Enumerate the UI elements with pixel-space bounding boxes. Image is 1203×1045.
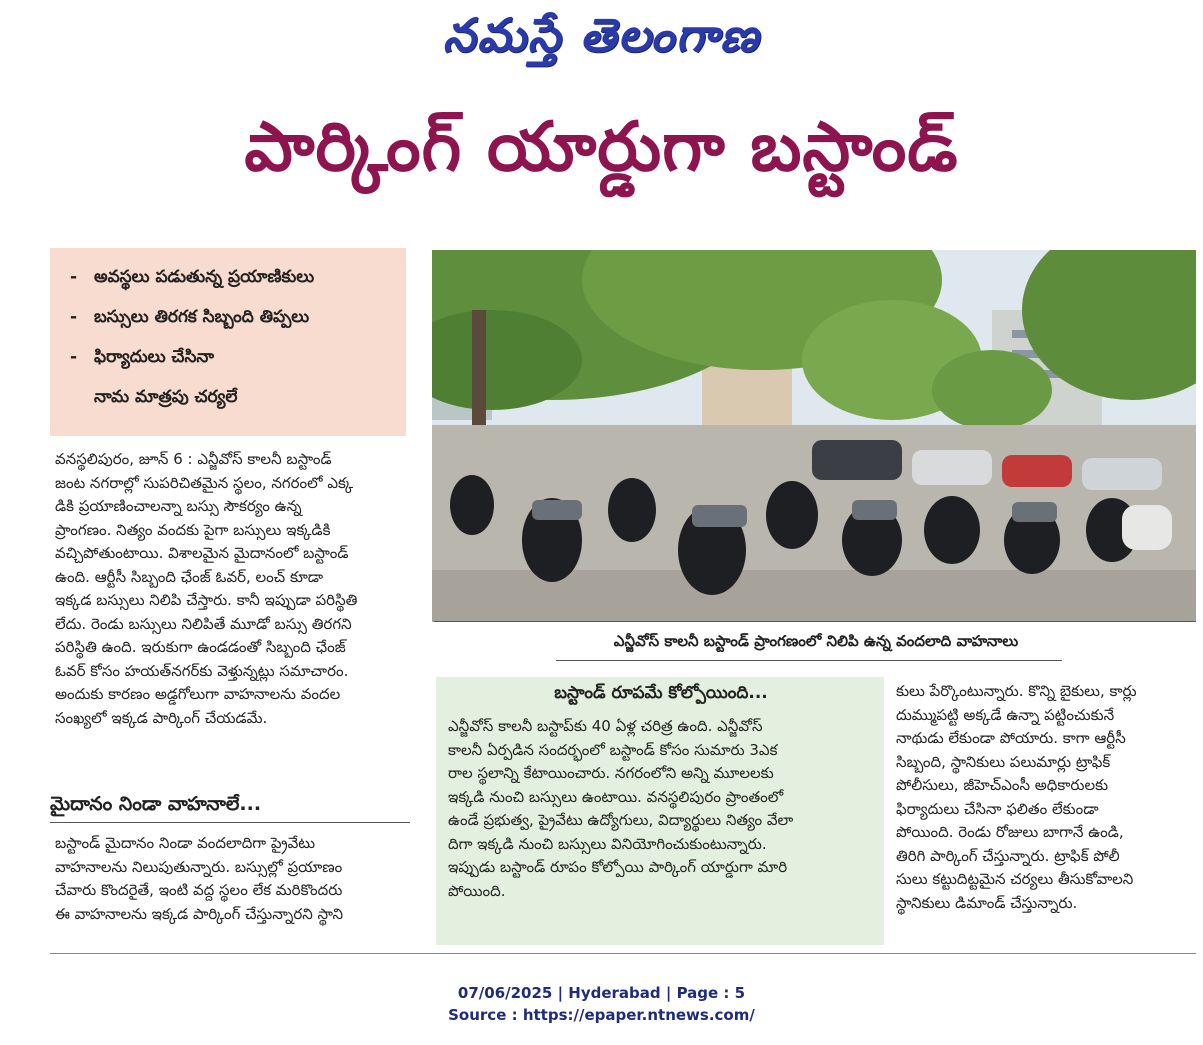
text-line: వనస్థలిపురం, జూన్ 6 : ఎన్జీవోస్ కాలనీ బస్టాండ్ xyxy=(55,450,332,468)
text-line: దిగా ఇక్కడి నుంచి బస్సులు వినియోగించుకుంటున్నారు. xyxy=(448,834,767,853)
highlight-item xyxy=(70,306,396,328)
news-photo-parked-vehicles xyxy=(432,250,1196,622)
text-line: అందుకు కారణం అడ్డగోలుగా వాహనాలను వందల xyxy=(55,685,341,703)
subheading-bus-stand: బస్టాండ్ రూపమే కోల్పోయింది... xyxy=(554,683,768,703)
highlight-text: ఫిర్యాదులు చేసినా xyxy=(94,347,215,367)
text-line: దుమ్ముపట్టి అక్కడే ఉన్నా పట్టించుకునే xyxy=(896,705,1115,724)
photo-caption: ఎన్జీవోస్ కాలనీ బస్టాండ్ ప్రాంగణంలో నిలిపి ఉన్న వందలాది వాహనాలు xyxy=(613,632,1019,650)
text-line: కులు పేర్కొంటున్నారు. కొన్ని బైకులు, కార్లు xyxy=(896,682,1137,700)
text-line: ప్రాంగణం. నిత్యం వందకు పైగా బస్సులు ఇక్కడికి xyxy=(55,520,331,539)
highlight-text: బస్సులు తిరగక సిబ్బంది తిప్పలు xyxy=(94,307,310,327)
text-line: ఇప్పుడు బస్టాండ్ రూపం కోల్పోయి పార్కింగ్ యార్డుగా మారి xyxy=(448,858,788,876)
text-line: ఉండే ప్రభుత్వ, ప్రైవేటు ఉద్యోగులు, విద్యార్థులు నిత్యం వేలా xyxy=(448,811,794,829)
text-line: చేవారు కొందరైతే, ఇంటి వద్ద స్థలం లేక మరికొందరు xyxy=(55,881,343,899)
text-line: బస్టాండ్ మైదానం నిండా వందలాదిగా ప్రైవేటు xyxy=(55,834,316,852)
text-line: ఇక్కడ బస్సులు నిలిపి చేస్తారు. కానీ ఇప్పుడా పరిస్థితి xyxy=(55,591,358,609)
highlight-dash: - xyxy=(70,267,78,287)
highlight-item xyxy=(70,266,396,288)
text-line: పోయింది. xyxy=(448,881,506,900)
text-line: లేదు. రెండు బస్సులు నిలిపితే మూడో బస్సు తిరగని xyxy=(55,614,352,633)
highlight-item xyxy=(70,346,396,368)
text-line: తిరిగి పార్కింగ్ చేస్తున్నారు. ట్రాఫిక్ పోలీ xyxy=(896,846,1120,865)
caption-rule xyxy=(556,660,1062,661)
article-column-2 xyxy=(448,715,874,903)
footer-source-line: Source : https://epaper.ntnews.com/ xyxy=(448,1006,755,1024)
highlight-dash: - xyxy=(70,347,78,367)
photo-bottom-rule xyxy=(434,621,1196,622)
text-line: జంట నగరాల్లో సుపరిచితమైన స్థలం, నగరంలో ఎక్క xyxy=(55,473,354,492)
text-line: రాల స్థలాన్ని కేటాయించారు. నగరంలోని అన్ని మూలలకు xyxy=(448,764,774,782)
text-line: ఎన్జీవోస్ కాలనీ బస్టాప్‌కు 40 ఏళ్ల చరిత్ర ఉంది. ఎన్జీవోస్ xyxy=(448,717,763,735)
text-line: పోయింది. రెండు రోజులు బాగానే ఉండి, xyxy=(896,823,1124,841)
text-line: ఈ వాహనాలను ఇక్కడ పార్కింగ్ చేస్తున్నారని స్థాని xyxy=(55,904,344,923)
newspaper-masthead: నమస్తే తెలంగాణ xyxy=(442,8,761,62)
text-line: సిబ్బంది, స్థానికులు పలుమార్లు ట్రాఫిక్ xyxy=(896,752,1111,771)
article-bottom-rule xyxy=(50,953,1196,954)
highlight-dash: - xyxy=(70,307,78,327)
highlight-item xyxy=(70,386,396,408)
article-column-1b xyxy=(55,832,411,926)
text-line: కాలనీ ఏర్పడిన సందర్భంలో బస్టాండ్ కోసం సుమారు 3ఎక xyxy=(448,740,778,759)
text-line: ఉంది. ఆర్టీసీ సిబ్బంది ఛేంజ్ ఓవర్, లంచ్ కూడా xyxy=(55,567,324,586)
text-line: వాహనాలను నిలుపుతున్నారు. బస్సుల్లో ప్రయాణం xyxy=(55,857,343,876)
text-line: డికి ప్రయాణించాలన్నా బస్సు సౌకర్యం ఉన్న xyxy=(55,497,302,515)
text-line: పోలీసులు, జీహెచ్ఎంసీ అధికారులకు xyxy=(896,776,1109,794)
text-line: ఫిర్యాదులు చేసినా ఫలితం లేకుండా xyxy=(896,799,1099,818)
text-line: స్థానికులు డిమాండ్ చేస్తున్నారు. xyxy=(896,893,1078,912)
photo-illustration xyxy=(432,250,1196,622)
subheading-rule xyxy=(50,822,410,823)
text-line: ఓవర్ కోసం హయత్‌నగర్‌కు వెళ్తున్నట్లు సమాచారం. xyxy=(55,661,349,680)
article-headline: పార్కింగ్ యార్డుగా బస్టాండ్ xyxy=(244,108,959,187)
highlight-text: అవస్థలు పడుతున్న ప్రయాణికులు xyxy=(94,267,315,287)
sidebar-box-bus-stand xyxy=(436,677,884,945)
subheading-vehicles: మైదానం నిండా వాహనాలే... xyxy=(50,793,262,815)
text-line: ఇక్కడి నుంచి బస్సులు ఉంటాయి. వనస్థలిపురం ప్రాంతంలో xyxy=(448,787,784,806)
text-line: సులు కట్టుదిట్టమైన చర్యలు తీసుకోవాలని xyxy=(896,870,1134,888)
highlights-box xyxy=(50,248,406,436)
text-line: సంఖ్యలో ఇక్కడ పార్కింగ్ చేయడమే. xyxy=(55,708,268,727)
article-column-3 xyxy=(896,680,1196,915)
text-line: నాథుడు లేకుండా పోయారు. కాగా ఆర్టీసీ xyxy=(896,729,1126,747)
text-line: పరిస్థితి ఉంది. ఇరుకుగా ఉండడంతో సిబ్బంది ఛేంజ్ xyxy=(55,638,346,656)
text-line: వచ్చిపోతుంటాయి. విశాలమైన మైదానంలో బస్టాండ్ xyxy=(55,544,349,562)
footer-date-line: 07/06/2025 | Hyderabad | Page : 5 xyxy=(457,984,746,1002)
highlight-text: నామ మాత్రపు చర్యలే xyxy=(94,387,238,407)
article-column-1 xyxy=(55,448,411,730)
